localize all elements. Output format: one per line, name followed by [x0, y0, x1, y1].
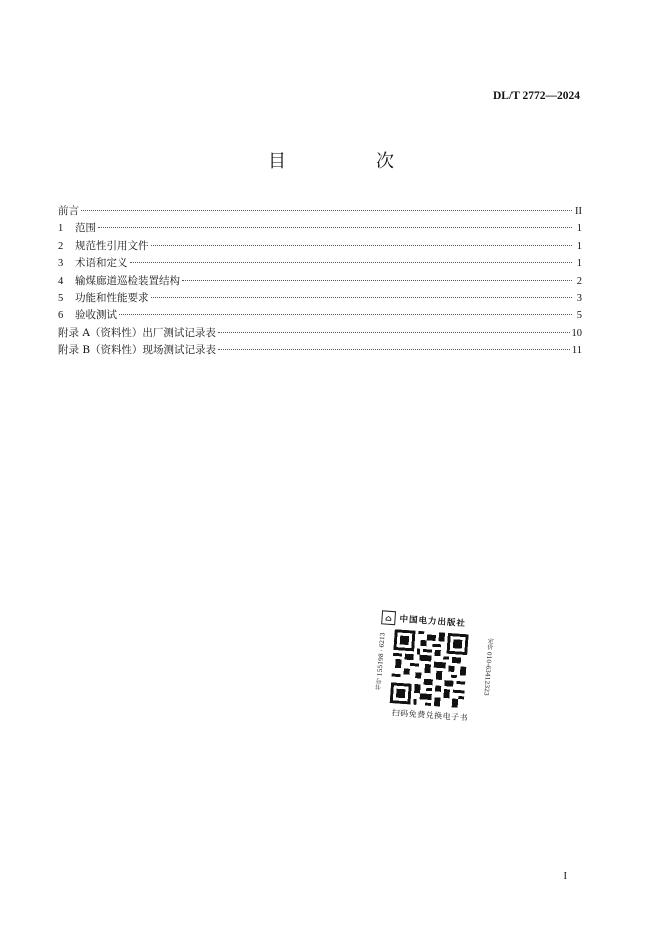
toc-entry-page: 1: [576, 258, 582, 270]
stamp-caption: 扫码免费兑换电子书: [391, 708, 469, 723]
toc-entry-page: 1: [576, 223, 582, 235]
stamp-publisher: 中国电力出版社: [399, 614, 467, 630]
stamp-body: [375, 626, 494, 711]
toc-entry[interactable]: [58, 342, 582, 359]
leader-dots: [130, 262, 573, 263]
page-number: I: [563, 871, 567, 882]
toc-entry-number: 6: [58, 310, 64, 322]
toc-entry-page: 11: [571, 345, 582, 357]
publisher-qr-stamp: [374, 608, 492, 733]
toc-entry[interactable]: [58, 255, 582, 272]
table-of-contents: [58, 203, 582, 360]
toc-entry-page: 5: [576, 310, 582, 322]
toc-entry-label: 附录 A（资料性）出厂测试记录表: [58, 326, 216, 339]
toc-entry-page: 3: [576, 292, 582, 304]
leader-dots: [182, 280, 572, 281]
toc-entry-label: 功能和性能要求: [75, 291, 149, 304]
toc-entry-label: 验收测试: [75, 309, 117, 322]
toc-entry-page: 10: [571, 327, 582, 339]
toc-entry-number: 2: [58, 240, 64, 252]
toc-entry-number: 5: [58, 292, 64, 304]
leader-dots: [151, 297, 573, 298]
toc-entry-label: 术语和定义: [75, 257, 128, 270]
toc-entry[interactable]: [58, 325, 582, 342]
leader-dots: [81, 210, 572, 211]
toc-entry-page: II: [575, 206, 582, 217]
toc-entry-label: 附录 B（资料性）现场测试记录表: [58, 344, 217, 357]
toc-entry-number: 3: [58, 258, 64, 270]
stamp-phone: 定价 010-63412323: [482, 637, 494, 696]
toc-entry[interactable]: [58, 307, 582, 324]
toc-entry-label: 范围: [75, 222, 96, 235]
toc-entry-page: 2: [576, 275, 582, 287]
toc-entry-page: 1: [576, 240, 582, 252]
leader-dots: [98, 227, 572, 228]
stamp-book-number: 书号 155198 · 6213: [375, 632, 387, 691]
toc-entry-label: 前言: [58, 205, 79, 217]
leader-dots: [119, 314, 572, 315]
toc-entry[interactable]: [58, 203, 582, 220]
toc-entry-label: 规范性引用文件: [75, 239, 149, 252]
toc-entry-number: 1: [58, 223, 64, 235]
toc-entry-number: 4: [58, 275, 64, 287]
leader-dots: [151, 245, 573, 246]
toc-entry[interactable]: [58, 290, 582, 307]
publisher-logo-icon: ⌂: [381, 610, 396, 625]
toc-title: 目 次: [268, 151, 430, 172]
qr-code-icon[interactable]: [390, 629, 469, 708]
toc-entry[interactable]: [58, 220, 582, 237]
toc-entry[interactable]: [58, 238, 582, 255]
toc-entry[interactable]: [58, 273, 582, 290]
leader-dots: [218, 349, 570, 350]
leader-dots: [218, 332, 570, 333]
toc-entry-label: 输煤廊道巡检装置结构: [75, 274, 180, 287]
document-code: DL/T 2772—2024: [492, 90, 580, 102]
